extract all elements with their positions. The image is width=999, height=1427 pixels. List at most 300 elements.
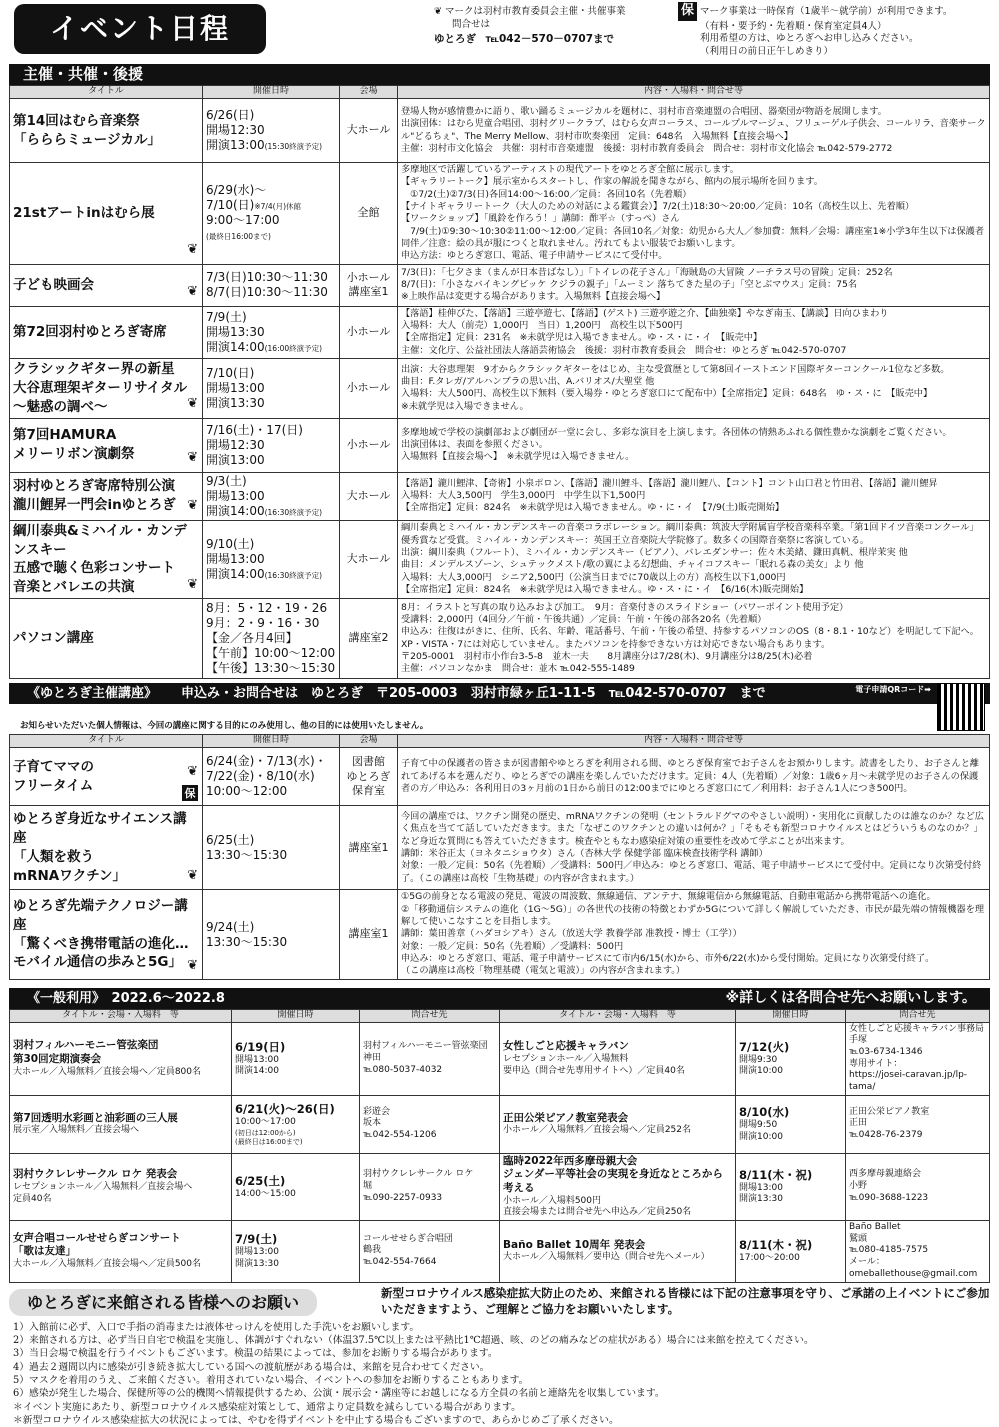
event-content-line: 申込方法：ゆとろぎ窓口、電話、電子申請サービスにて受付中。 <box>401 250 668 262</box>
col-content: 内容・入場料・問合せ等 <box>398 735 990 748</box>
general-time-line: 開場9:30 <box>739 1054 778 1065</box>
event-content-line: （この講座は高校「物理基礎（電気と電波）」の内容が含まれます。） <box>401 965 686 977</box>
general-date: 8/11(木・祝) <box>739 1238 813 1253</box>
event-title-line: ～魅惑の調べ～ <box>13 398 108 415</box>
event-content-line: 【全席指定】定員：824名 ※未就学児は入場できません。ゆ・に・イ 【7/9(土)販売開始】 <box>401 502 785 514</box>
general-sub-line: レセプションホール／入場無料 <box>503 1053 629 1064</box>
childcare-badge: 保 <box>182 785 198 801</box>
event-title-line: 「人類を救う <box>13 848 94 865</box>
general-contact-line: 彩遊会 <box>363 1106 391 1117</box>
event-date-line: 【金／各月4回】 <box>206 631 298 646</box>
general-note <box>235 1129 356 1147</box>
general-time-line: 開演10:00 <box>739 1066 783 1077</box>
general-time <box>739 1183 842 1206</box>
event-title-line: 「らららミュージカル」 <box>13 131 161 148</box>
general-title-line: 女性しごと応援キャラバン <box>503 1040 629 1053</box>
event-content-line: 【落語】瀧川鯉津、【奇術】小泉ポロン、【落語】瀧川鯉斗、【落語】瀧川鯉八、【コント】コント山口君と竹田君、【落語】瀧川鯉昇 <box>401 477 938 489</box>
general-contact-line: ℡03-6734-1346 <box>849 1047 923 1058</box>
event-date <box>203 99 340 163</box>
event-title-line: 第7回HAMURA <box>13 427 117 444</box>
general-sub <box>503 1252 732 1264</box>
event-title-line: パソコン講座 <box>13 630 94 647</box>
event-time: 9:00～17:00 <box>206 213 280 228</box>
event-date <box>203 806 340 890</box>
event-title-line: メリーリボン演劇祭 <box>13 446 135 463</box>
col-title: タイトル <box>10 735 203 748</box>
general-contact-line: 坂本 <box>363 1118 382 1129</box>
general-title-line: 第30回定期演奏会 <box>13 1052 102 1065</box>
general-title <box>503 1040 732 1054</box>
event-title-line: 綱川泰典&ミハイル・カンデンスキー <box>13 522 187 558</box>
event-date-line: 9/10(土) <box>206 536 255 551</box>
general-time-line: 開場9:50 <box>739 1120 778 1131</box>
event-content-line: ②「移動通信システムの進化（1G～5G）」の各世代の技術の特徴とわずか5Gについて詳しく解説していただき、市民が最先端の情報機器を理解して使いこなすことを目指します。 <box>401 903 985 928</box>
event-date-line: 7/10(日) <box>206 365 255 380</box>
event-venue-line: 講座室2 <box>348 631 389 645</box>
event-date-line: 6/26(日) <box>206 108 255 122</box>
event-note: (16:00終演予定) <box>264 343 323 353</box>
general-sub <box>13 1182 228 1205</box>
event-content-line: 【全席指定】定員：231名 ※未就学児は入場できません。ゆ・ス・に・イ 【販売中】 <box>401 332 763 344</box>
event-title <box>10 163 203 265</box>
general-time-line: 開場13:00 <box>235 1247 279 1258</box>
event-venue-line: 大ホール <box>346 552 391 566</box>
leaf-mark-icon: ❦ <box>187 576 198 592</box>
table-row <box>10 1153 990 1220</box>
leaf-mark-icon: ❦ <box>187 450 198 466</box>
general-note-line: (初日は12:00から) <box>235 1128 296 1137</box>
request-title: ゆとろぎに来館される皆様へのお願い <box>9 1289 317 1316</box>
event-venue <box>340 599 398 679</box>
event-note: ※7/4(月)休館 <box>254 202 302 212</box>
general-time <box>235 1055 356 1078</box>
event-title-line: 第14回はむら音楽祭 <box>13 112 140 129</box>
event-content-line: 入場料：大人500円、高校生以下無料（要入場券・ゆとろぎ窓口にて配布中）【全席指定】定員：648名 ゆ・ス・に 【販売中】 <box>401 388 933 400</box>
general-contact <box>360 1221 500 1282</box>
event-date-line: 開場13:00 <box>206 380 265 395</box>
rule-item: ＊イベント実施にあたり、新型コロナウイルス感染症対策として、通常より定員数を減らしている場合があります。 <box>13 1401 521 1413</box>
sponsored-events-table <box>9 85 990 679</box>
general-time-line: 開場13:00 <box>235 1054 279 1065</box>
general-date: 6/21(火)～26(日) <box>235 1101 335 1116</box>
event-date-line: 6/29(水)～7/10(日) <box>206 183 267 213</box>
general-sub-line: 大ホール／入場無料／要申込（問合せ先へメール） <box>503 1252 710 1263</box>
event-date-line: 開演14:00 <box>206 503 265 518</box>
event-content <box>398 418 990 472</box>
event-title-line: 子育てママの <box>13 759 94 775</box>
event-content-line: 申込み：往復はがきに、住所、氏名、年齢、電話番号、午前・午後の希望、持参するパソコンのOS（8・8.1・10など）を明記して下記へ。XP・VISTA・7には対応していません。またパソコンを持参できない方は対応できない場合もあります。 <box>401 626 979 650</box>
event-content-line: 主催：文化庁、公益社団法人落語芸術協会 後援：羽村市教育委員会 問合せ：ゆとろぎ ℡042-570-0707 <box>401 344 847 356</box>
event-content-line: 対象：一般／定員：50名（先着順）／受講料：500円／申込み：ゆとろぎ窓口、電話、電子申請サービスにて受付中。定員になり次第受付終了。（この講座は高校「生物基礎」の内容が含まれます。） <box>401 860 982 884</box>
general-sub-line: 直接会場または問合せ先へ申込み／定員250名 <box>503 1207 692 1218</box>
event-date <box>203 472 340 520</box>
childcare-note: 保 マーク事業は一時保育（1歳半～就学前）が利用できます。 （有料・要予約・先着順・保育室定員4人） 利用希望の方は、ゆとろぎへお申し込みください。 （利用日の前日正午しめきり） <box>678 2 988 58</box>
general-contact-line: ℡080-5037-4032 <box>363 1064 443 1075</box>
event-date-line: 【午前】10:00～12:00 <box>206 646 336 661</box>
general-period: 2022.6～2022.8 <box>111 990 225 1006</box>
general-contact <box>846 1221 990 1282</box>
event-venue-line: 講座室1 <box>348 840 389 854</box>
rule-item: 2）来館される方は、必ず当日自宅で検温を実施し、体調がすぐれない（体温37.5℃以上または平熱比1℃超過、咳、のどの痛みなどの症状がある）場合には来館を控えてください。 <box>13 1334 814 1346</box>
event-venue <box>340 890 398 979</box>
general-contact-line: 小野 <box>849 1181 868 1192</box>
general-contact <box>846 1095 990 1153</box>
event-venue-line: 小ホール <box>346 381 391 395</box>
general-contact <box>360 1022 500 1095</box>
event-date-line: 7/16(土)・17(日) <box>206 422 303 437</box>
event-date-line: 開演13:00 <box>206 452 265 467</box>
general-title <box>13 1168 228 1182</box>
general-contact <box>360 1095 500 1153</box>
privacy-note: お知らせいただいた個人情報は、今回の講座に関する目的にのみ使用し、他の目的には使用いたしません。 <box>20 721 429 732</box>
event-title-line: 大谷恵理架ギターリサイタル <box>13 379 188 396</box>
general-contact-line: 正田 <box>849 1118 868 1129</box>
event-content-line: 【ナイトギャラリートーク（大人のための対話による鑑賞会）】7/2(土)18:30～20:00／定員：10名（高校生以上、先着順） <box>401 200 915 212</box>
general-contact-line: ℡080-4185-7575 <box>849 1245 929 1256</box>
event-date-line: 開場12:30 <box>206 123 265 137</box>
general-sub-line: 大ホール／入場無料／直接会場へ／定員500名 <box>13 1259 201 1270</box>
event-venue <box>340 264 398 306</box>
event-content <box>398 163 990 265</box>
general-contact-line: Baño Ballet <box>849 1222 901 1233</box>
event-date <box>203 520 340 599</box>
event-content-line: 出演：大谷恵理架 9才からクラシックギターをはじめ、主な受賞歴として第8回イーストエンド国際ギターコンクール1位など多数。 <box>401 363 950 375</box>
event-venue <box>340 806 398 890</box>
general-time <box>739 1120 842 1143</box>
table-row <box>10 1022 990 1095</box>
event-date-line: 8月：5・12・19・26 <box>206 601 328 616</box>
event-content-line: 出演団体は、表面を参照ください。 <box>401 438 548 450</box>
event-title-line: 第72回羽村ゆとろぎ寄席 <box>13 323 167 340</box>
general-sub <box>503 1054 732 1077</box>
table-row <box>10 1095 990 1153</box>
general-date: 6/19(日) <box>235 1039 286 1054</box>
event-date <box>203 163 340 265</box>
event-title <box>10 99 203 163</box>
leaf-mark-icon: ❦ <box>187 957 198 973</box>
event-title-line: ゆとろぎ身近なサイエンス講座 <box>13 811 187 846</box>
event-content <box>398 748 990 806</box>
general-contact <box>846 1153 990 1220</box>
visitor-request <box>9 1285 990 1427</box>
event-date-line: 7/3(日)10:30～11:30 <box>206 270 328 285</box>
col-title: タイトル <box>10 86 203 99</box>
col-venue: 会場 <box>340 86 398 99</box>
event-note: (最終日16:00まで) <box>206 232 271 242</box>
event-content <box>398 890 990 979</box>
general-contact-line: omeballethouse@gmail.com <box>849 1268 978 1279</box>
section-yutorogi-bar: 《ゆとろぎ主催講座》 申込み・お問合せは ゆとろぎ 〒205-0003 羽村市緑ヶ丘1-11-5 ℡042-570-0707 まで <box>9 683 990 704</box>
table-row <box>10 599 990 679</box>
general-contact-line: ℡090-2257-0933 <box>363 1192 443 1203</box>
general-date-cell <box>736 1153 846 1220</box>
general-date-cell <box>232 1153 360 1220</box>
event-title <box>10 520 203 599</box>
event-venue-line: 講座室1 <box>348 927 389 941</box>
table-row <box>10 418 990 472</box>
general-sub <box>13 1067 228 1079</box>
table-row <box>10 806 990 890</box>
leaf-mark-icon: ❦ <box>187 764 198 780</box>
general-contact-line: ℡042-554-7664 <box>363 1257 437 1268</box>
event-venue-line: 図書館 <box>352 755 385 769</box>
event-content <box>398 358 990 418</box>
col-date: 開催日時 <box>203 735 340 748</box>
page-title: イベント日程 <box>14 4 266 54</box>
event-content-line: 【全席指定】定員：824名 ※未就学児は入場できません。ゆ・ス・に・イ 【6/16(木)販売開始】 <box>401 584 809 596</box>
event-venue-line: 講座室1 <box>348 285 389 299</box>
general-title-line: 羽村フィルハーモニー管弦楽団 <box>13 1039 159 1052</box>
event-content-line: 今回の講座では、ワクチン開発の歴史、mRNAワクチンの発明（セントラルドグマのやさしい説明）・実用化に貢献したのは誰なのか？など広く焦点を当てて話していただきます。また「なぜこのワクチンとの違いは何か？」「そもそも新型コロナウイルスとはどういうものなのか？」など身近な質問にも答えていただきます。検査やともなわ感染症対策の重要性を改めて学ぶことが出来ます。 <box>401 810 984 847</box>
event-content <box>398 520 990 599</box>
general-sub-line: 大ホール／入場無料／直接会場へ／定員800名 <box>13 1066 201 1077</box>
event-date-line: 6/25(土) <box>206 832 255 847</box>
rule-item: ＊新型コロナウイルス感染症拡大の状況によっては、やむを得ずイベントを中止する場合もございますので、あらかじめご了承ください。 <box>13 1414 619 1426</box>
event-content <box>398 472 990 520</box>
general-title-line: 正田公栄ピアノ教室発表会 <box>503 1111 629 1124</box>
event-content-line: 子育て中の保護者の皆さまが図書館やゆとろぎを利用される間、ゆとろぎ保育室でお子さんをお預かりします。読書をしたり、お子さんと離れてあげる本を選んだり、ゆとろぎでの講座を楽しんでいただけます。定員：4人（先着順）／対象：1歳6ヶ月～未就学児のお子さんの保護者の方／申込み：各利用日の3ヶ月前の1日から前日の12:00までにゆとろぎ窓口にて／利用料：お子さん1人につき500円。 <box>401 758 980 795</box>
event-content-line: 7/9(土)①9:30～10:30②11:00～12:00／定員：各回10名／対象：幼児から大人／参加費：無料／会場：講座室1※小学3年生以下は保護者同伴／注意：絵の具が服につくと取れません。汚れてもよい服装でお願いします。 <box>401 225 985 249</box>
event-content-line: 【ワークショップ】「風鈴を作ろう！」講師：酢平☆（すっぺ）さん <box>401 213 680 225</box>
col-venue: 会場 <box>340 735 398 748</box>
event-date-line: 8/7(日)10:30～11:30 <box>206 285 328 300</box>
section-yutorogi-header <box>0 683 999 719</box>
general-title-cell <box>10 1153 232 1220</box>
event-date <box>203 890 340 979</box>
event-date <box>203 264 340 306</box>
event-date-line: 開演13:00 <box>206 138 265 152</box>
table-row <box>10 890 990 979</box>
rule-item: 5）マスクを着用のうえ、ご来館ください。着用されていない場合、イベントへの参加をお断りすることもあります。 <box>13 1374 529 1386</box>
event-date-line: 9/24(土) <box>206 919 255 934</box>
general-title-line: Baño Ballet 10周年 発表会 <box>503 1238 646 1251</box>
event-content-line: 綱川泰典とミハイル・カンデンスキーの音楽コラボレーション。綱川泰典：筑波大学附属盲学校音楽科卒業。「第1回ドイツ音楽コンクール」優秀賞など受賞。ミハイル・カンデンスキー：英国王立音楽院大学院修了。数多くの国際音楽祭に客演している。 <box>401 522 979 546</box>
event-title-line: クラシックギター界の新星 <box>13 360 175 377</box>
general-sub <box>503 1125 732 1137</box>
event-venue-line: ゆとろぎ <box>346 769 391 783</box>
general-time-line: 17:00～20:00 <box>739 1252 800 1263</box>
general-title-cell <box>10 1221 232 1282</box>
yutorogi-courses-table <box>9 734 990 979</box>
event-content-line: ①7/2(土)②7/3(日)各回14:00～16:00／定員：各回10名（先着順） <box>401 188 692 200</box>
general-time <box>235 1247 356 1270</box>
event-venue-line: 小ホール <box>346 325 391 339</box>
event-date-line: 開場13:00 <box>206 488 265 503</box>
general-use-table: タイトル・会場・入場料 等 開催日時 問合せ先 タイトル・会場・入場料 等 開催日時 問合せ先 羽村フィルハーモニー管弦楽団 第30回定期演奏会 大ホール／入場無料／直接会場へ／定員800名 6/19(日) 開場13:00 開演14:00 羽村フィルハーモニー管弦楽団 神田 ℡080-5037-4032 女性しごと応援キャラバン レセプションホール／入場無料 要申込（問合せ先専用サイトへ）／定員40名 7/12(火) 開場9:30 開演10:00 女性しごと応援キャラバン事務局 手塚 ℡03-6734-1346 専用サイト： https://josei-caravan.jp/lp-tama/ 第7回透明水彩画と油彩画の三人展 展示室／入場無料／直接会場へ 6/21(火)～26(日) 10:00～17:00 (初日は12:00から) (最終日は16:00まで) 彩遊会 坂本 ℡042-554-1206 正田公栄ピアノ教室発表会 小ホール／入場無料／直接会場へ／定員252名 8/10(水) 開場9:50 開演10:00 正田公栄ピアノ教室 正田 ℡0428-76-2379 羽村ウクレレサークル ロケ 発表会 レセプションホール／入場無料／直接会場へ 定員40名 6/25(土) 14:00～15:00 羽村ウクレレサークル ロケ 堀 ℡090-2257-0933 臨時2022年西多摩母親大会 ジェンダー平等社会の実現を身近なところから考える 小ホール／入場料500円 直接会場または問合せ先へ申込み／定員250名 8/11(木・祝) 開場13:00 開演13:30 西多摩母親連絡会 小野 ℡090-3688-1223 女声合唱コールせせらぎコンサート 「歌は友達」 大ホール／入場無料／直接会場へ／定員500名 7/9(土) 開場13:00 開演13:30 コールせせらぎ合唱団 鶴我 ℡042-554-7664 Baño Ballet 10周年 発表会 大ホール／入場無料／要申込（問合せ先へメール） 8/11(木・祝) 17:00～20:00 Baño Ballet 鷲頭 ℡080-4185-7575 メール： omeballethouse@gmail.com <box>9 1009 990 1283</box>
event-title-line: 音楽とバレエの共演 <box>13 579 135 596</box>
event-venue <box>340 520 398 599</box>
event-date <box>203 418 340 472</box>
general-contact <box>846 1022 990 1095</box>
event-title-line: 21stアートinはむら展 <box>13 204 155 221</box>
event-note: (16:30終演予定) <box>264 570 323 580</box>
general-date-cell <box>232 1221 360 1282</box>
general-time-line: 14:00～15:00 <box>235 1188 296 1199</box>
event-content-line: 主催：パソコンなかま 問合せ：並木 ℡042-555-1489 <box>401 663 635 675</box>
rule-item: 3）当日会場で検温を行うイベントもございます。検温の結果によっては、参加をお断りする場合があります。 <box>13 1348 498 1360</box>
event-content <box>398 306 990 358</box>
event-content-line: 講師：葉田善章（ハダヨシアキ）さん（放送大学 教養学部 准教授・博士（工学）） <box>401 928 742 940</box>
event-venue <box>340 163 398 265</box>
event-date <box>203 599 340 679</box>
event-content-line: 対象：一般／定員：50名（先着順）／受講料：500円 <box>401 940 624 952</box>
general-title-line: 女声合唱コールせせらぎコンサート <box>13 1231 181 1244</box>
general-date: 6/25(土) <box>235 1173 286 1188</box>
general-sub-line: 小ホール／入場無料／直接会場へ／定員252名 <box>503 1125 691 1136</box>
general-title-cell <box>500 1095 736 1153</box>
event-content <box>398 99 990 163</box>
section-general-bar: 《一般利用》 2022.6～2022.8 ※詳しくは各問合せ先へお願いします。 <box>9 988 990 1009</box>
event-note: (15:30終演予定) <box>264 142 323 151</box>
event-content-line: 申込み：ゆとろぎ窓口、電話、電子申請サービスにて市内6/15(水)から、市外6/22(水)から受付開始。定員になり次第受付終了。 <box>401 953 935 965</box>
leaf-mark-icon: ❦ <box>187 498 198 514</box>
general-date: 8/10(水) <box>739 1105 790 1120</box>
event-title <box>10 472 203 520</box>
col-date: 開催日時 <box>203 86 340 99</box>
table-row <box>10 264 990 306</box>
event-title <box>10 748 203 806</box>
general-title-cell <box>10 1095 232 1153</box>
qr-code[interactable] <box>937 683 985 731</box>
general-date: 7/9(土) <box>235 1232 278 1247</box>
event-content <box>398 264 990 306</box>
general-contact-line: 女性しごと応援キャラバン事務局 <box>849 1023 985 1034</box>
event-date-line: 開演14:00 <box>206 566 265 581</box>
event-date-line: 9月：2・9・16・30 <box>206 616 320 631</box>
event-venue <box>340 358 398 418</box>
general-title-line: 羽村ウクレレサークル ロケ 発表会 <box>13 1168 178 1181</box>
event-content-line: ※未就学児は入場できません。 <box>401 400 529 412</box>
event-content-line: 入場料：大人（前売）1,000円 当日）1,200円 高校生以下500円 <box>401 319 683 331</box>
event-date-line: 13:30～15:30 <box>206 934 288 949</box>
event-venue-line: 保育室 <box>352 784 385 798</box>
leaf-mark-icon: ❦ <box>187 242 198 258</box>
general-contact-line: 羽村ウクレレサークル ロケ <box>363 1169 474 1180</box>
rule-item: 6）感染が発生した場合、保健所等の公的機関へ情報提供するため、公演・展示会・講座等にお越しになる方全員の名前と連絡先を収集しています。 <box>13 1388 665 1400</box>
general-contact-line: ℡090-3688-1223 <box>849 1192 929 1203</box>
event-date-line: 【午後】13:30～15:30 <box>206 661 336 676</box>
general-title-cell <box>500 1153 736 1220</box>
general-contact-line: https://josei-caravan.jp/lp-tama/ <box>849 1070 968 1093</box>
event-title-line: mRNAワクチン」 <box>13 867 127 884</box>
event-venue <box>340 99 398 163</box>
request-rules <box>13 1321 986 1427</box>
event-content-line: 【ギャラリートーク】展示室からスタートし、作家の解説を聞きながら、館内の展示場所を回ります。 <box>401 176 823 188</box>
page-header <box>0 0 999 64</box>
general-time <box>739 1253 842 1265</box>
general-time <box>235 1189 356 1201</box>
event-content <box>398 599 990 679</box>
general-title-cell <box>500 1022 736 1095</box>
general-contact-line: 神田 <box>363 1052 382 1063</box>
table-row <box>10 520 990 599</box>
event-content-line: 曲目：F.タレガ/アルハンブラの思い出、A.バリオス/大聖堂 他 <box>401 375 655 387</box>
general-time <box>739 1055 842 1078</box>
rule-item: 4）過去２週間以内に感染が引き続き拡大している国への渡航歴がある場合は、来館を見合わせてください。 <box>13 1361 490 1373</box>
event-date-line: 6/24(金)・7/13(水)・ <box>206 754 327 769</box>
general-title <box>13 1039 228 1066</box>
event-venue <box>340 418 398 472</box>
general-sub <box>13 1259 228 1271</box>
general-title-cell <box>500 1221 736 1282</box>
general-title <box>13 1112 228 1126</box>
event-title-line: 五感で聴く色彩コンサート <box>13 560 175 577</box>
general-time-line: 開演14:00 <box>235 1066 279 1077</box>
event-content-line: 8月：イラストと写真の取り込みおよび加工。 9月：音楽付きのスライドショー（パワーポイント使用予定） <box>401 601 849 613</box>
rule-item: 1）入館前に必ず、入口で手指の消毒または液体せっけんを使用した手洗いをお願いします。 <box>13 1321 420 1333</box>
general-date-cell <box>736 1022 846 1095</box>
general-date-cell <box>736 1221 846 1282</box>
event-title <box>10 264 203 306</box>
leaf-mark-icon: ❦ <box>187 284 198 300</box>
event-venue-line: 小ホール <box>346 437 391 451</box>
childcare-badge: 保 <box>678 2 697 21</box>
event-venue <box>340 472 398 520</box>
general-title <box>13 1232 228 1259</box>
event-title-line: モバイル通信の歩みと5G」 <box>13 954 182 971</box>
event-date <box>203 306 340 358</box>
event-title-line: フリータイム <box>13 777 94 794</box>
event-date-line: 開演14:00 <box>206 339 265 354</box>
general-title-cell <box>10 1022 232 1095</box>
general-sub-line: 小ホール／入場料500円 <box>503 1195 601 1206</box>
event-content-line: 登場人物が感情豊かに語り、歌い踊るミュージカルを題材に、羽村市音楽連盟の合唱団、器楽団が物語を展開します。 <box>401 105 887 117</box>
event-content-line: 講師：米谷正太（ヨネタニショウタ）さん（杏林大学 保健学部 臨床検査技術学科 講師） <box>401 847 768 859</box>
event-venue-line: 全館 <box>357 206 380 220</box>
event-date-line: 7/22(金)・8/10(水) <box>206 769 315 784</box>
event-content-line: ※上映作品は変更する場合があります。入場無料【直接会場へ】 <box>401 291 666 303</box>
general-contact-line: ℡042-554-1206 <box>363 1130 437 1141</box>
event-date-line: 開場13:00 <box>206 551 265 566</box>
event-content-line: 【落語】桂伸びた、【落語】三遊亭遊七、【落語】(ゲスト) 三遊亭遊之介、【曲独楽】やなぎ南玉、【講談】日向ひまわり <box>401 307 889 319</box>
event-content-line: 入場料：大人3,000円 シニア2,500円（公演当日までに70歳以上の方）高校生以下1,000円 <box>401 571 786 583</box>
general-sub <box>503 1196 732 1219</box>
event-title <box>10 358 203 418</box>
general-sub-line: 要申込（問合せ先専用サイトへ）／定員40名 <box>503 1065 685 1076</box>
event-title-line: ゆとろぎ先端テクノロジー講座 <box>13 897 188 933</box>
event-content-line: 多摩地区で活躍しているアーティストの現代アートをゆとろぎ全館に展示します。 <box>401 164 739 175</box>
general-contact-line: 鷲頭 <box>849 1233 868 1244</box>
general-more-note: ※詳しくは各問合せ先へお願いします。 <box>725 989 976 1006</box>
general-contact-line: 西多摩母親連絡会 <box>849 1169 922 1180</box>
event-venue <box>340 306 398 358</box>
event-venue-line: 大ホール <box>346 488 391 502</box>
event-title-line: 羽村ゆとろぎ寄席特別公演 <box>13 478 175 495</box>
table-row <box>10 748 990 806</box>
event-venue-line: 大ホール <box>346 123 391 137</box>
general-date-cell <box>232 1022 360 1095</box>
event-date-line: 開場12:30 <box>206 437 265 452</box>
general-contact-line: ℡0428-76-2379 <box>849 1130 923 1141</box>
general-sub <box>13 1125 228 1137</box>
leaf-mark-icon: ❦ <box>434 6 442 17</box>
event-content <box>398 806 990 890</box>
event-date-line: 13:30～15:30 <box>206 847 288 862</box>
general-date-cell <box>736 1095 846 1153</box>
table-row <box>10 1221 990 1282</box>
apply-info: 申込み・お問合せは ゆとろぎ 〒205-0003 羽村市緑ヶ丘1-11-5 ℡042-570-0707 まで <box>181 686 766 702</box>
general-contact-line: コールせせらぎ合唱団 <box>363 1233 453 1244</box>
general-title-line: 「歌は友達」 <box>13 1245 76 1258</box>
event-content-line: 受講料：2,000円（4回分／午前・午後共通）／定員：午前・午後の部各20名（先着順） <box>401 614 767 626</box>
general-time-line: 開演10:00 <box>739 1131 783 1142</box>
general-time-line: 開演13:30 <box>235 1258 279 1269</box>
general-title-line: 第7回透明水彩画と油彩画の三人展 <box>13 1111 178 1124</box>
event-title <box>10 890 203 979</box>
general-time-line: 開演13:30 <box>739 1194 783 1205</box>
general-contact-line: メール： <box>849 1257 885 1268</box>
general-title-line: 臨時2022年西多摩母親大会 <box>503 1154 638 1167</box>
